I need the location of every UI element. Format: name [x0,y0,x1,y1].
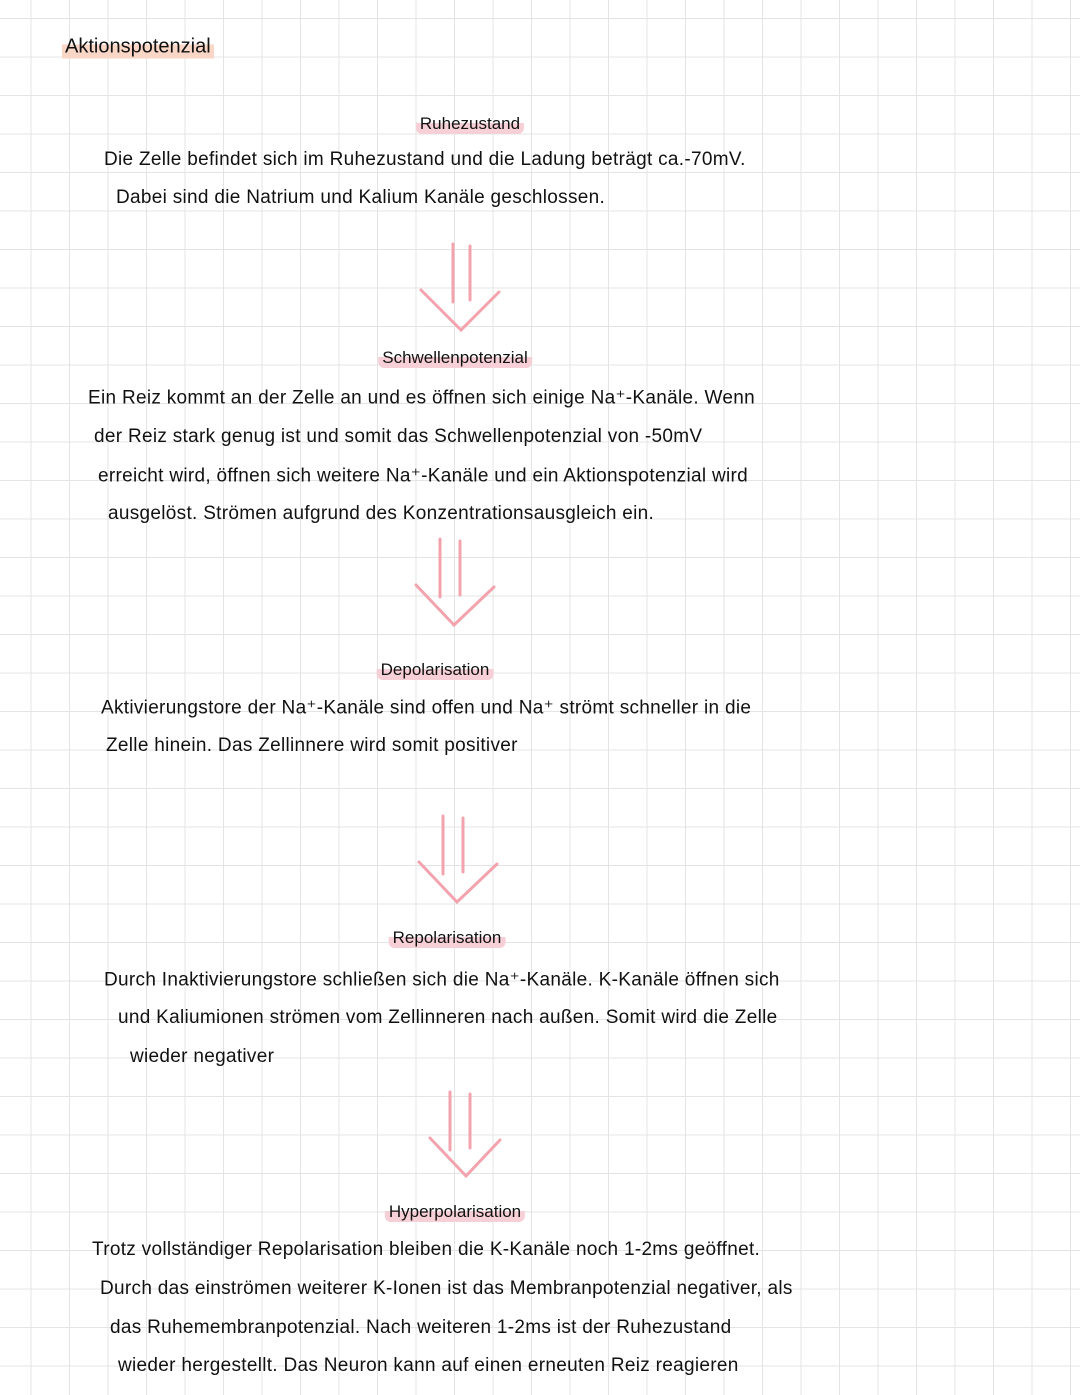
text-line: Zelle hinein. Das Zellinnere wird somit positiver [106,735,518,756]
text-line: Die Zelle befindet sich im Ruhezustand und die Ladung beträgt ca.-70mV. [104,149,746,170]
text-line: erreicht wird, öffnen sich weitere Na⁺-Kanäle und ein Aktionspotenzial wird [98,465,749,487]
text-line: der Reiz stark genug ist und somit das Schwellenpotenzial von -50mV [94,426,703,447]
heading-hyperpolarisation: Hyperpolarisation [385,1202,525,1222]
down-arrow-icon [410,535,500,630]
text-line: Durch Inaktivierungstore schließen sich die Na⁺-Kanäle. K-Kanäle öffnen sich [104,969,780,991]
text-line: Aktivierungstore der Na⁺-Kanäle sind offen und Na⁺ strömt schneller in die [101,697,752,719]
down-arrow-icon [415,240,505,335]
text-line: und Kaliumionen strömen vom Zellinneren nach außen. Somit wird die Zelle [118,1007,778,1028]
text-line: Trotz vollständiger Repolarisation bleiben die K-Kanäle noch 1-2ms geöffnet. [92,1239,761,1260]
text-line: Durch das einströmen weiterer K-Ionen ist das Membranpotenzial negativer, als [100,1278,793,1299]
heading-depolarisation: Depolarisation [377,660,494,680]
heading-schwellenpotenzial: Schwellenpotenzial [378,348,532,368]
text-line: ausgelöst. Strömen aufgrund des Konzentrationsausgleich ein. [108,503,655,524]
down-arrow-icon [413,812,503,907]
heading-ruhezustand: Ruhezustand [416,114,524,134]
text-line: das Ruhemembranpotenzial. Nach weiteren 1-2ms ist der Ruhezustand [110,1317,732,1338]
heading-repolarisation: Repolarisation [389,928,506,948]
down-arrow-icon [420,1088,510,1183]
text-line: Dabei sind die Natrium und Kalium Kanäle geschlossen. [116,187,606,208]
text-line: Ein Reiz kommt an der Zelle an und es öffnen sich einige Na⁺-Kanäle. Wenn [88,387,756,409]
page-title: Aktionspotenzial [62,36,214,59]
text-line: wieder negativer [130,1046,275,1067]
text-line: wieder hergestellt. Das Neuron kann auf einen erneuten Reiz reagieren [118,1355,739,1376]
